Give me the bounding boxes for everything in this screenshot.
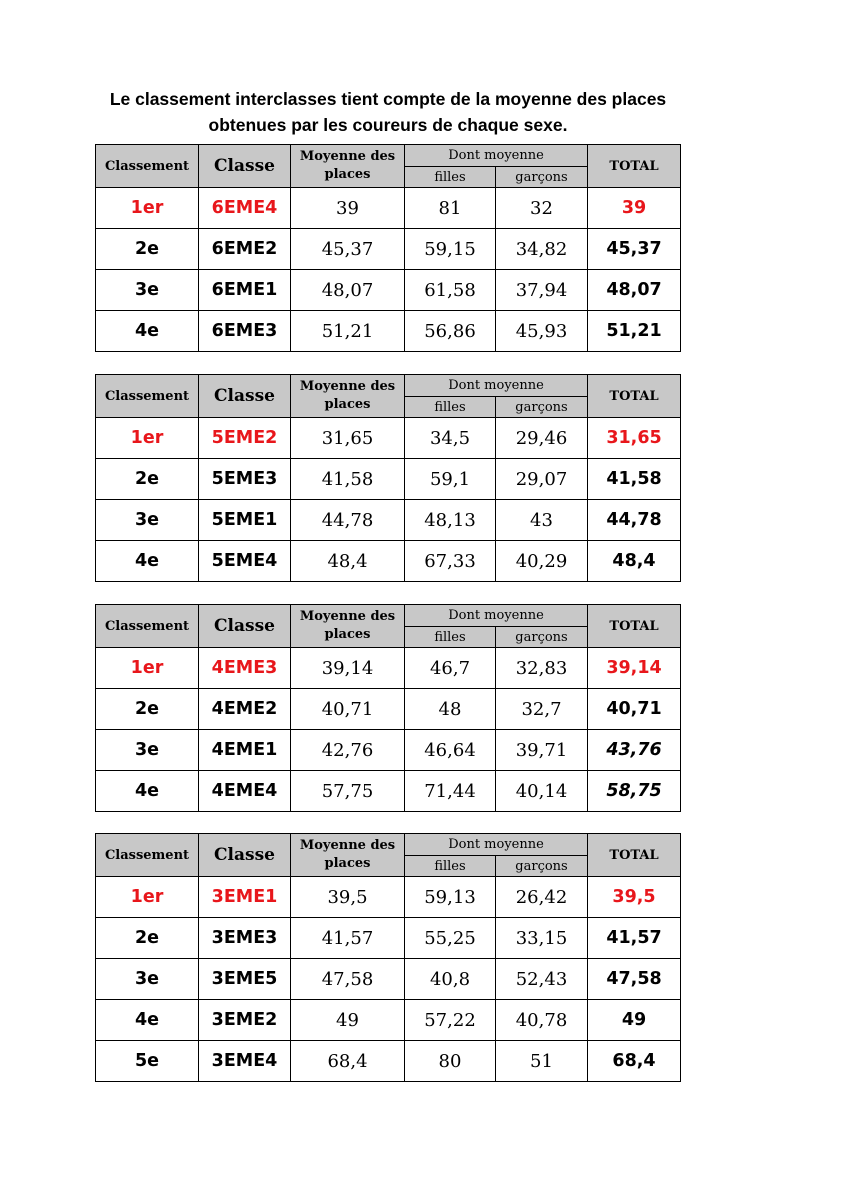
- class-cell: 3EME2: [199, 1000, 291, 1041]
- total-cell: 41,57: [588, 918, 681, 959]
- moyenne-cell: 31,65: [291, 418, 405, 459]
- moyenne-cell: 39,14: [291, 648, 405, 689]
- header-moyenne-des-places: [291, 605, 405, 648]
- total-cell: 47,58: [588, 959, 681, 1000]
- header-garcons: garçons: [496, 167, 588, 188]
- filles-cell: 61,58: [405, 270, 496, 311]
- header-filles: filles: [405, 397, 496, 418]
- table-row: [96, 771, 681, 812]
- table-row: [96, 311, 681, 352]
- garcons-cell: 33,15: [496, 918, 588, 959]
- header-classe: Classe: [199, 375, 291, 418]
- garcons-cell: 43: [496, 500, 588, 541]
- class-cell: 5EME3: [199, 459, 291, 500]
- header-total: TOTAL: [588, 375, 681, 418]
- class-cell: 6EME4: [199, 188, 291, 229]
- total-cell: 48,4: [588, 541, 681, 582]
- total-cell: 41,58: [588, 459, 681, 500]
- header-classement: Classement: [96, 145, 199, 188]
- moyenne-cell: 39,5: [291, 877, 405, 918]
- rank-cell: 4e: [96, 311, 199, 352]
- header-total: TOTAL: [588, 605, 681, 648]
- header-moyenne-des-places: [291, 375, 405, 418]
- class-cell: 4EME1: [199, 730, 291, 771]
- moyenne-cell: 51,21: [291, 311, 405, 352]
- header-classe: Classe: [199, 145, 291, 188]
- rank-cell: 3e: [96, 959, 199, 1000]
- class-cell: 4EME4: [199, 771, 291, 812]
- moyenne-cell: 42,76: [291, 730, 405, 771]
- total-cell: 45,37: [588, 229, 681, 270]
- header-filles: filles: [405, 627, 496, 648]
- rank-cell: 2e: [96, 229, 199, 270]
- header-dont-moyenne: Dont moyenne: [405, 605, 588, 627]
- table-row: [96, 229, 681, 270]
- page-title-line-2: obtenues par les coureurs de chaque sexe.: [208, 115, 568, 135]
- header-filles: filles: [405, 856, 496, 877]
- class-cell: 3EME3: [199, 918, 291, 959]
- total-cell: 31,65: [588, 418, 681, 459]
- garcons-cell: 32: [496, 188, 588, 229]
- total-cell: 39: [588, 188, 681, 229]
- rank-cell: 2e: [96, 459, 199, 500]
- filles-cell: 57,22: [405, 1000, 496, 1041]
- filles-cell: 80: [405, 1041, 496, 1082]
- rank-cell: 4e: [96, 771, 199, 812]
- moyenne-cell: 39: [291, 188, 405, 229]
- moyenne-cell: 68,4: [291, 1041, 405, 1082]
- moyenne-cell: 40,71: [291, 689, 405, 730]
- rank-cell: 3e: [96, 500, 199, 541]
- class-cell: 3EME4: [199, 1041, 291, 1082]
- filles-cell: 46,7: [405, 648, 496, 689]
- filles-cell: 81: [405, 188, 496, 229]
- moyenne-cell: 48,4: [291, 541, 405, 582]
- header-classement: Classement: [96, 834, 199, 877]
- class-cell: 3EME1: [199, 877, 291, 918]
- table-row: [96, 1000, 681, 1041]
- header-moyenne-line-1: Moyenne des: [299, 609, 396, 624]
- garcons-cell: 26,42: [496, 877, 588, 918]
- header-dont-moyenne: Dont moyenne: [405, 834, 588, 856]
- rank-cell: 1er: [96, 648, 199, 689]
- moyenne-cell: 57,75: [291, 771, 405, 812]
- garcons-cell: 45,93: [496, 311, 588, 352]
- class-cell: 3EME5: [199, 959, 291, 1000]
- total-cell: 48,07: [588, 270, 681, 311]
- class-cell: 6EME2: [199, 229, 291, 270]
- header-garcons: garçons: [496, 397, 588, 418]
- header-classe: Classe: [199, 834, 291, 877]
- ranking-table-3eme: [95, 833, 681, 1082]
- garcons-cell: 32,83: [496, 648, 588, 689]
- moyenne-cell: 48,07: [291, 270, 405, 311]
- garcons-cell: 51: [496, 1041, 588, 1082]
- total-cell: 39,5: [588, 877, 681, 918]
- filles-cell: 71,44: [405, 771, 496, 812]
- header-moyenne-des-places: [291, 145, 405, 188]
- garcons-cell: 29,46: [496, 418, 588, 459]
- table-row: [96, 730, 681, 771]
- header-moyenne-line-2: places: [324, 627, 371, 642]
- rank-cell: 1er: [96, 418, 199, 459]
- class-cell: 4EME3: [199, 648, 291, 689]
- garcons-cell: 40,14: [496, 771, 588, 812]
- table-row: [96, 648, 681, 689]
- rank-cell: 1er: [96, 877, 199, 918]
- moyenne-cell: 41,57: [291, 918, 405, 959]
- header-classement: Classement: [96, 375, 199, 418]
- table-row: [96, 918, 681, 959]
- class-cell: 5EME2: [199, 418, 291, 459]
- total-cell: 58,75: [588, 771, 681, 812]
- rank-cell: 2e: [96, 918, 199, 959]
- rank-cell: 4e: [96, 1000, 199, 1041]
- table-row: [96, 1041, 681, 1082]
- garcons-cell: 52,43: [496, 959, 588, 1000]
- moyenne-cell: 47,58: [291, 959, 405, 1000]
- class-cell: 5EME4: [199, 541, 291, 582]
- total-cell: 44,78: [588, 500, 681, 541]
- table-row: [96, 689, 681, 730]
- garcons-cell: 32,7: [496, 689, 588, 730]
- garcons-cell: 40,29: [496, 541, 588, 582]
- total-cell: 68,4: [588, 1041, 681, 1082]
- total-cell: 51,21: [588, 311, 681, 352]
- header-moyenne-line-1: Moyenne des: [299, 379, 396, 394]
- ranking-table-4eme: [95, 604, 681, 812]
- table-row: [96, 959, 681, 1000]
- filles-cell: 46,64: [405, 730, 496, 771]
- filles-cell: 48,13: [405, 500, 496, 541]
- filles-cell: 67,33: [405, 541, 496, 582]
- rank-cell: 1er: [96, 188, 199, 229]
- garcons-cell: 40,78: [496, 1000, 588, 1041]
- moyenne-cell: 44,78: [291, 500, 405, 541]
- page-title: [96, 86, 680, 138]
- filles-cell: 59,13: [405, 877, 496, 918]
- rank-cell: 3e: [96, 730, 199, 771]
- filles-cell: 59,15: [405, 229, 496, 270]
- rank-cell: 4e: [96, 541, 199, 582]
- page-title-line-1: Le classement interclasses tient compte de la moyenne des places: [109, 89, 667, 109]
- filles-cell: 34,5: [405, 418, 496, 459]
- header-total: TOTAL: [588, 145, 681, 188]
- header-moyenne-line-2: places: [324, 397, 371, 412]
- moyenne-cell: 49: [291, 1000, 405, 1041]
- class-cell: 5EME1: [199, 500, 291, 541]
- rank-cell: 2e: [96, 689, 199, 730]
- garcons-cell: 39,71: [496, 730, 588, 771]
- table-row: [96, 270, 681, 311]
- table-row: [96, 877, 681, 918]
- table-row: [96, 459, 681, 500]
- filles-cell: 55,25: [405, 918, 496, 959]
- garcons-cell: 34,82: [496, 229, 588, 270]
- filles-cell: 48: [405, 689, 496, 730]
- total-cell: 39,14: [588, 648, 681, 689]
- total-cell: 49: [588, 1000, 681, 1041]
- garcons-cell: 29,07: [496, 459, 588, 500]
- header-moyenne-line-1: Moyenne des: [299, 838, 396, 853]
- rank-cell: 3e: [96, 270, 199, 311]
- header-moyenne-line-2: places: [324, 167, 371, 182]
- header-garcons: garçons: [496, 627, 588, 648]
- header-garcons: garçons: [496, 856, 588, 877]
- table-row: [96, 418, 681, 459]
- table-row: [96, 188, 681, 229]
- header-classement: Classement: [96, 605, 199, 648]
- header-total: TOTAL: [588, 834, 681, 877]
- header-dont-moyenne: Dont moyenne: [405, 145, 588, 167]
- header-filles: filles: [405, 167, 496, 188]
- filles-cell: 56,86: [405, 311, 496, 352]
- header-classe: Classe: [199, 605, 291, 648]
- total-cell: 40,71: [588, 689, 681, 730]
- filles-cell: 40,8: [405, 959, 496, 1000]
- table-row: [96, 500, 681, 541]
- filles-cell: 59,1: [405, 459, 496, 500]
- total-cell: 43,76: [588, 730, 681, 771]
- moyenne-cell: 41,58: [291, 459, 405, 500]
- moyenne-cell: 45,37: [291, 229, 405, 270]
- class-cell: 4EME2: [199, 689, 291, 730]
- header-dont-moyenne: Dont moyenne: [405, 375, 588, 397]
- ranking-table-6eme: [95, 144, 681, 352]
- rank-cell: 5e: [96, 1041, 199, 1082]
- class-cell: 6EME1: [199, 270, 291, 311]
- header-moyenne-des-places: [291, 834, 405, 877]
- header-moyenne-line-1: Moyenne des: [299, 149, 396, 164]
- header-moyenne-line-2: places: [324, 856, 371, 871]
- table-row: [96, 541, 681, 582]
- ranking-table-5eme: [95, 374, 681, 582]
- garcons-cell: 37,94: [496, 270, 588, 311]
- class-cell: 6EME3: [199, 311, 291, 352]
